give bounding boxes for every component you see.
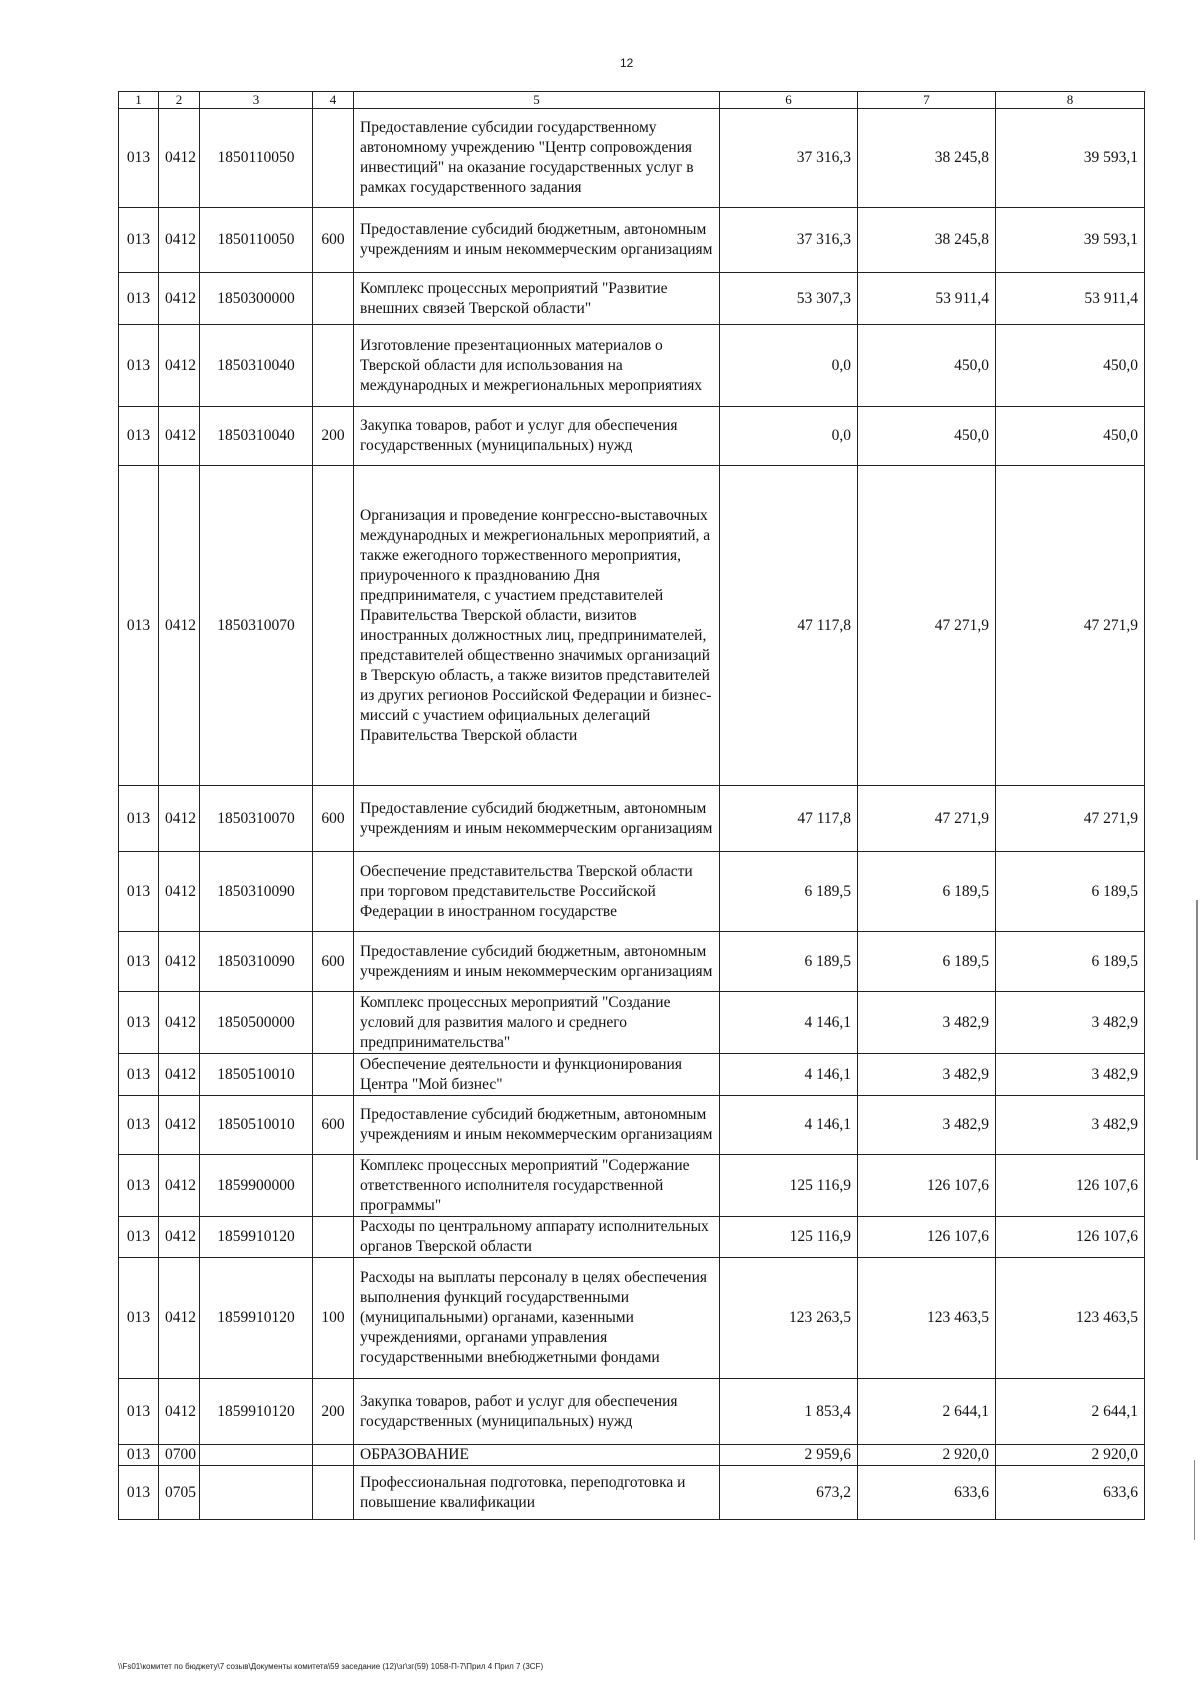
cell-section: 0412: [159, 1379, 200, 1445]
cell-amount-col8: 2 644,1: [996, 1379, 1145, 1445]
header-cell: 2: [159, 92, 200, 109]
header-cell: 1: [119, 92, 159, 109]
cell-amount-col8: 6 189,5: [996, 932, 1145, 992]
cell-admin-code: 013: [119, 466, 159, 786]
table-body: [119, 109, 1145, 1520]
cell-description: Комплекс процессных мероприятий "Развитие внешних связей Тверской области": [354, 273, 720, 325]
cell-section: 0412: [159, 852, 200, 932]
table-header-row: [119, 92, 1145, 109]
cell-amount-col8: 3 482,9: [996, 1054, 1145, 1096]
cell-amount-col8: 450,0: [996, 407, 1145, 466]
cell-amount-col7: 123 463,5: [858, 1258, 996, 1379]
cell-target-code: 1850310070: [200, 466, 313, 786]
cell-description: ОБРАЗОВАНИЕ: [354, 1445, 720, 1466]
cell-expense-group: [313, 109, 354, 208]
cell-section: 0412: [159, 1217, 200, 1258]
scan-artifact-line: [1194, 1460, 1195, 1540]
cell-expense-group: 200: [313, 1379, 354, 1445]
cell-amount-col6: 125 116,9: [720, 1155, 858, 1217]
cell-amount-col8: 39 593,1: [996, 109, 1145, 208]
cell-expense-group: 100: [313, 1258, 354, 1379]
cell-amount-col8: 450,0: [996, 325, 1145, 407]
cell-target-code: 1850510010: [200, 1054, 313, 1096]
table-row: [119, 325, 1145, 407]
cell-amount-col6: 673,2: [720, 1466, 858, 1520]
cell-expense-group: [313, 325, 354, 407]
cell-expense-group: [313, 466, 354, 786]
table-row: [119, 932, 1145, 992]
cell-target-code: [200, 1466, 313, 1520]
cell-amount-col7: 450,0: [858, 407, 996, 466]
cell-amount-col7: 53 911,4: [858, 273, 996, 325]
cell-admin-code: 013: [119, 325, 159, 407]
cell-admin-code: 013: [119, 273, 159, 325]
cell-expense-group: 600: [313, 932, 354, 992]
cell-target-code: 1850110050: [200, 109, 313, 208]
cell-amount-col7: 47 271,9: [858, 786, 996, 852]
table-row: [119, 1155, 1145, 1217]
cell-description: Обеспечение представительства Тверской области при торговом представительстве Российской Федерации в иностранном государстве: [354, 852, 720, 932]
cell-admin-code: 013: [119, 1379, 159, 1445]
cell-amount-col7: 6 189,5: [858, 932, 996, 992]
cell-target-code: 1850500000: [200, 992, 313, 1054]
cell-section: 0412: [159, 992, 200, 1054]
cell-section: 0412: [159, 1054, 200, 1096]
cell-admin-code: 013: [119, 109, 159, 208]
cell-expense-group: [313, 992, 354, 1054]
cell-amount-col8: 47 271,9: [996, 466, 1145, 786]
cell-amount-col6: 1 853,4: [720, 1379, 858, 1445]
cell-amount-col7: 6 189,5: [858, 852, 996, 932]
cell-description: Расходы по центральному аппарату исполнительных органов Тверской области: [354, 1217, 720, 1258]
cell-admin-code: 013: [119, 852, 159, 932]
cell-target-code: 1859910120: [200, 1217, 313, 1258]
cell-amount-col8: 53 911,4: [996, 273, 1145, 325]
cell-amount-col7: 126 107,6: [858, 1155, 996, 1217]
cell-amount-col6: 53 307,3: [720, 273, 858, 325]
cell-target-code: 1859910120: [200, 1379, 313, 1445]
cell-admin-code: 013: [119, 407, 159, 466]
cell-admin-code: 013: [119, 1258, 159, 1379]
header-cell: 6: [720, 92, 858, 109]
cell-description: Предоставление субсидий бюджетным, автономным учреждениям и иным некоммерческим организациям: [354, 786, 720, 852]
cell-target-code: 1850310090: [200, 932, 313, 992]
cell-description: Изготовление презентационных материалов о Тверской области для использования на международных и межрегиональных мероприятиях: [354, 325, 720, 407]
cell-amount-col6: 37 316,3: [720, 208, 858, 273]
cell-target-code: 1850300000: [200, 273, 313, 325]
cell-description: Профессиональная подготовка, переподготовка и повышение квалификации: [354, 1466, 720, 1520]
cell-section: 0412: [159, 273, 200, 325]
cell-amount-col6: 125 116,9: [720, 1217, 858, 1258]
table-row: [119, 1258, 1145, 1379]
cell-amount-col8: 633,6: [996, 1466, 1145, 1520]
table-row: [119, 1054, 1145, 1096]
cell-amount-col7: 3 482,9: [858, 1054, 996, 1096]
table-row: [119, 1445, 1145, 1466]
table-row: [119, 1379, 1145, 1445]
cell-amount-col7: 126 107,6: [858, 1217, 996, 1258]
cell-description: Комплекс процессных мероприятий "Создание условий для развития малого и среднего предпринимательства": [354, 992, 720, 1054]
cell-section: 0412: [159, 932, 200, 992]
cell-amount-col6: 47 117,8: [720, 786, 858, 852]
cell-description: Расходы на выплаты персоналу в целях обеспечения выполнения функций государственными (муниципальными) органами, казенными учреждениями, органами управления государственными внебюджетными фондами: [354, 1258, 720, 1379]
cell-amount-col7: 3 482,9: [858, 1096, 996, 1155]
cell-description: Обеспечение деятельности и функционирования Центра "Мой бизнес": [354, 1054, 720, 1096]
table-row: [119, 992, 1145, 1054]
table-row: [119, 1217, 1145, 1258]
cell-amount-col8: 39 593,1: [996, 208, 1145, 273]
cell-admin-code: 013: [119, 1155, 159, 1217]
cell-admin-code: 013: [119, 1466, 159, 1520]
cell-target-code: 1850310070: [200, 786, 313, 852]
cell-target-code: 1859910120: [200, 1258, 313, 1379]
page-number: 12: [620, 56, 634, 70]
table-row: [119, 466, 1145, 786]
cell-amount-col6: 6 189,5: [720, 932, 858, 992]
cell-section: 0412: [159, 1096, 200, 1155]
cell-admin-code: 013: [119, 932, 159, 992]
scan-artifact-line: [1196, 900, 1198, 1160]
cell-admin-code: 013: [119, 992, 159, 1054]
cell-admin-code: 013: [119, 1054, 159, 1096]
cell-expense-group: [313, 852, 354, 932]
cell-section: 0412: [159, 1258, 200, 1379]
cell-amount-col7: 3 482,9: [858, 992, 996, 1054]
cell-expense-group: 600: [313, 1096, 354, 1155]
cell-section: 0412: [159, 109, 200, 208]
cell-section: 0412: [159, 325, 200, 407]
cell-expense-group: 600: [313, 786, 354, 852]
cell-amount-col8: 47 271,9: [996, 786, 1145, 852]
table-row: [119, 208, 1145, 273]
cell-admin-code: 013: [119, 1096, 159, 1155]
cell-amount-col6: 4 146,1: [720, 992, 858, 1054]
cell-amount-col8: 2 920,0: [996, 1445, 1145, 1466]
cell-section: 0412: [159, 208, 200, 273]
cell-expense-group: [313, 1445, 354, 1466]
cell-admin-code: 013: [119, 1445, 159, 1466]
cell-description: Предоставление субсидий бюджетным, автономным учреждениям и иным некоммерческим организациям: [354, 932, 720, 992]
cell-description: Закупка товаров, работ и услуг для обеспечения государственных (муниципальных) нужд: [354, 407, 720, 466]
cell-amount-col6: 4 146,1: [720, 1054, 858, 1096]
cell-amount-col7: 633,6: [858, 1466, 996, 1520]
cell-target-code: 1850310090: [200, 852, 313, 932]
cell-amount-col6: 47 117,8: [720, 466, 858, 786]
budget-table: [118, 91, 1145, 1520]
cell-description: Предоставление субсидий бюджетным, автономным учреждениям и иным некоммерческим организациям: [354, 1096, 720, 1155]
cell-amount-col7: 2 644,1: [858, 1379, 996, 1445]
cell-expense-group: 600: [313, 208, 354, 273]
cell-expense-group: [313, 1054, 354, 1096]
cell-amount-col8: 3 482,9: [996, 1096, 1145, 1155]
cell-description: Комплекс процессных мероприятий "Содержание ответственного исполнителя государственной программы": [354, 1155, 720, 1217]
cell-description: Закупка товаров, работ и услуг для обеспечения государственных (муниципальных) нужд: [354, 1379, 720, 1445]
cell-section: 0412: [159, 466, 200, 786]
cell-section: 0412: [159, 407, 200, 466]
header-cell: 8: [996, 92, 1145, 109]
cell-admin-code: 013: [119, 1217, 159, 1258]
cell-amount-col8: 123 463,5: [996, 1258, 1145, 1379]
cell-target-code: 1850110050: [200, 208, 313, 273]
cell-admin-code: 013: [119, 786, 159, 852]
header-cell: 3: [200, 92, 313, 109]
cell-description: Предоставление субсидий бюджетным, автономным учреждениям и иным некоммерческим организациям: [354, 208, 720, 273]
cell-admin-code: 013: [119, 208, 159, 273]
header-cell: 5: [354, 92, 720, 109]
cell-target-code: 1850310040: [200, 325, 313, 407]
table-row: [119, 1466, 1145, 1520]
cell-amount-col7: 2 920,0: [858, 1445, 996, 1466]
cell-expense-group: [313, 1155, 354, 1217]
cell-target-code: [200, 1445, 313, 1466]
cell-expense-group: [313, 1466, 354, 1520]
cell-amount-col7: 450,0: [858, 325, 996, 407]
cell-amount-col7: 47 271,9: [858, 466, 996, 786]
header-cell: 7: [858, 92, 996, 109]
cell-target-code: 1859900000: [200, 1155, 313, 1217]
cell-amount-col6: 2 959,6: [720, 1445, 858, 1466]
footer-file-path: \\Fs01\комитет по бюджету\7 созыв\Документы комитета\59 заседание (12)\зг\зг(59) 1058-П-7\Прил 4 Прил 7 (3CF): [118, 1662, 544, 1671]
table-row: [119, 1096, 1145, 1155]
cell-amount-col8: 6 189,5: [996, 852, 1145, 932]
cell-target-code: 1850510010: [200, 1096, 313, 1155]
cell-amount-col8: 3 482,9: [996, 992, 1145, 1054]
table-row: [119, 786, 1145, 852]
cell-description: Предоставление субсидии государственному автономному учреждению "Центр сопровождения инвестиций" на оказание государственных услуг в рамках государственного задания: [354, 109, 720, 208]
table-row: [119, 407, 1145, 466]
cell-expense-group: [313, 273, 354, 325]
cell-amount-col8: 126 107,6: [996, 1155, 1145, 1217]
cell-target-code: 1850310040: [200, 407, 313, 466]
cell-amount-col6: 0,0: [720, 325, 858, 407]
table-row: [119, 109, 1145, 208]
header-cell: 4: [313, 92, 354, 109]
cell-expense-group: 200: [313, 407, 354, 466]
cell-section: 0412: [159, 786, 200, 852]
cell-amount-col6: 37 316,3: [720, 109, 858, 208]
cell-amount-col7: 38 245,8: [858, 208, 996, 273]
table-row: [119, 273, 1145, 325]
cell-description: Организация и проведение конгрессно-выставочных международных и межрегиональных мероприятий, а также ежегодного торжественного мероприятия, приуроченного к празднованию Дня предпринимателя, с участием представителей Правительства Тверской области, визитов иностранных должностных лиц, предпринимателей, представителей общественно значимых организаций в Тверскую область, а также визитов представителей из других регионов Российской Федерации и бизнес-миссий с участием официальных делегаций Правительства Тверской области: [354, 466, 720, 786]
cell-amount-col6: 4 146,1: [720, 1096, 858, 1155]
cell-amount-col7: 38 245,8: [858, 109, 996, 208]
cell-expense-group: [313, 1217, 354, 1258]
cell-amount-col6: 123 263,5: [720, 1258, 858, 1379]
cell-amount-col6: 0,0: [720, 407, 858, 466]
table-row: [119, 852, 1145, 932]
cell-section: 0700: [159, 1445, 200, 1466]
cell-section: 0705: [159, 1466, 200, 1520]
cell-amount-col8: 126 107,6: [996, 1217, 1145, 1258]
cell-section: 0412: [159, 1155, 200, 1217]
cell-amount-col6: 6 189,5: [720, 852, 858, 932]
